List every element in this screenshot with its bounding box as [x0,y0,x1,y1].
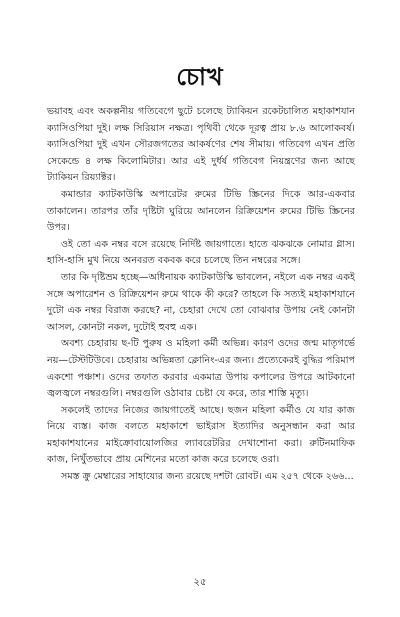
body-text [47,104,355,486]
page-number: ২৫ [193,577,207,588]
paragraph: ভয়াবহ এবং অকল্পনীয় গতিবেগে ছুটে চলেছে ট্যাকিয়ন রকেটচালিত মহাকাশযান ক্যাসিওপিয়া দুই। লক্ষ সিরিয়াস নক্ষত্র। পৃথিবী থেকে দূরত্ব প্রায় ৮.৬ আলোকবর্ষ। ক্যাসিওপিয়া দুই এখন সৌরজগতের আকর্ষণের শেষ সীমায়। গতিবেগ এখন প্রতি সেকেন্ডে ৪ লক্ষ কিলোমিটার। আর এই দুর্ধর্ষ গতিবেগ নিয়ন্ত্রণের জন্য আছে ট্যাকিয়ন রিয়্যাক্টর। [47,106,355,184]
paragraph: তার কি দৃষ্টিভ্রম হচ্ছে—অধিনায়ক ক্যাটকাউস্কি ভাবলেন, নইলে এক নম্বর একই সঙ্গে অপারেশন ও রিক্রিয়েশন রুমে থাকে কী করে? তাহলে কি সত্যই মহাকাশযানে দুটো এক নম্বর বিরাজ করছে? না, চেহারা দেখে তো বোঝবার উপায় নেই কোনটা আসল, কোনটা নকল, দুটোই হুবহু এক। [47,271,355,333]
chapter-title: চোখ [176,63,224,91]
paragraph: সকলেই তাদের নিজের জায়গাতেই আছে। ছজন মহিলা কর্মীও যে যার কাজ নিয়ে ব্যস্ত। কাজ বলতে মহাকাশে ভাইরাস ইত্যাদির অনুসন্ধান করা আর মহাকাশযানের মাইক্রোবায়োলজির ল্যাবরেটরির দেখাশোনা করা। রুটিনমাফিক কাজ, নিখুঁতভাবে প্রায় মেশিনের মতো কাজ করে চলেছে ওরা। [47,404,355,466]
paragraph: কমান্ডার ক্যাটকাউস্কি অপারেটর রুমের টিভি স্ক্রিনের দিকে আর-একবার তাকালেন। তারপর তাঁর দৃষ্টিটা ঘুরিয়ে আনলেন রিক্রিয়েশন রুমের টিভি স্ক্রিনের উপর। [47,188,355,234]
paragraph: ওই তো এক নম্বর বসে রয়েছে নির্দিষ্ট জায়গাতে। হাতে ঝকঝকে নোমার গ্লাস। হাসি-হাসি মুখ নিয়ে অনবরত বকবক করে চলেছে তিন নম্বরের সঙ্গে। [47,238,355,267]
paragraph: অবশ্য চেহারায় ছ-টি পুরুষ ও মহিলা কর্মী অভিন্ন। কারণ ওদের জন্ম মাতৃগর্ভে নয়—টেস্টটিউবে। চেহারায় অভিন্নতা ক্লোনিং-এর জন্য। প্রত্যেকেরই বুদ্ধির পরিমাপ একশো পঞ্চাশ। ওদের তফাত করবার একমাত্র উপায় কপালের উপরে আটকানো জ্বলজ্বলে নম্বরগুলি। নম্বরগুলি ওঠাবার চেষ্টা যে করে, তার শাস্তি মৃত্যু। [47,338,355,400]
paragraph: সমস্ত ক্রু মেম্বারের সাহায্যের জন্য রয়েছে দশটা রোবট। এম ২৫৭ থেকে ২৬৬... [61,471,354,483]
